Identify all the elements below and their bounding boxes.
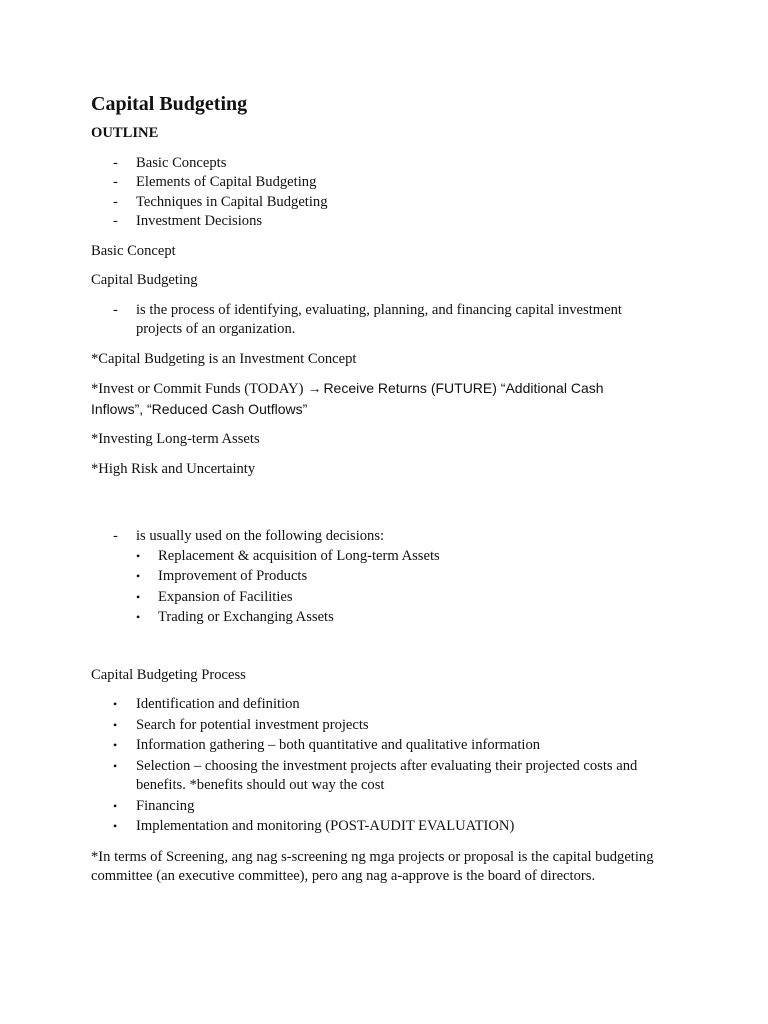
process-item-text: Selection – choosing the investment projects after evaluating their projected costs and — [136, 757, 638, 774]
outline-item-text: Elements of Capital Budgeting — [136, 174, 317, 190]
list-item — [91, 716, 681, 736]
decision-item-text: Trading or Exchanging Assets — [158, 609, 334, 625]
page-title: Capital Budgeting — [91, 93, 248, 115]
definition-list — [91, 301, 681, 340]
bullet-mark: • — [136, 610, 141, 624]
note-invest-commit-funds — [91, 379, 681, 420]
right-arrow-icon: → — [307, 380, 322, 396]
list-item — [91, 695, 681, 715]
note-long-term-assets: *Investing Long-term Assets — [91, 431, 260, 447]
process-item-text: Financing — [136, 797, 195, 814]
list-item — [91, 527, 681, 547]
definition-line-1: is the process of identifying, evaluating, planning, and financing capital investment — [136, 301, 622, 318]
list-item — [91, 588, 681, 608]
bullet-mark: • — [136, 569, 141, 583]
decision-item-text: Improvement of Products — [158, 568, 308, 584]
list-item — [91, 608, 681, 628]
list-item — [91, 757, 681, 796]
list-item — [91, 736, 681, 756]
dash-mark: - — [113, 301, 118, 318]
dash-mark: - — [113, 154, 118, 171]
dash-mark: - — [113, 174, 118, 190]
note-investment-concept: *Capital Budgeting is an Investment Concept — [91, 350, 357, 367]
note-high-risk: *High Risk and Uncertainty — [91, 460, 256, 477]
outline-item-text: Techniques in Capital Budgeting — [136, 193, 328, 210]
bullet-mark: • — [136, 548, 141, 563]
decision-item-text: Replacement & acquisition of Long-term Assets — [158, 547, 440, 564]
process-item-text: Search for potential investment projects — [136, 716, 369, 733]
list-item — [91, 173, 681, 193]
dash-mark: - — [113, 213, 118, 229]
note-invest-right-line-2: Inflows”, “Reduced Cash Outflows” — [91, 400, 308, 417]
outline-heading: OUTLINE — [91, 125, 159, 141]
list-item — [91, 193, 681, 213]
process-item-text: Information gathering – both quantitative and qualitative information — [136, 737, 541, 753]
process-item-text: Implementation and monitoring (POST-AUDIT EVALUATION) — [136, 818, 515, 834]
process-item-text-continued: benefits. *benefits should out way the cost — [136, 777, 385, 793]
note-invest-right-line-1: Receive Returns (FUTURE) “Additional Cash — [323, 380, 604, 396]
decisions-list — [91, 547, 681, 628]
list-item — [91, 547, 681, 567]
bullet-mark: • — [113, 758, 118, 773]
bullet-mark: • — [113, 738, 118, 752]
note-invest-left: *Invest or Commit Funds (TODAY) — [91, 381, 304, 397]
closing-line-2: committee (an executive committee), pero ang nag a-approve is the board of directors. — [91, 868, 596, 884]
decision-item-text: Expansion of Facilities — [158, 588, 293, 605]
list-item — [91, 154, 681, 174]
decisions-lead-list — [91, 527, 681, 547]
closing-line-1: *In terms of Screening, ang nag s-screening ng mga projects or proposal is the capital budgeting — [91, 848, 654, 865]
decisions-lead-text: is usually used on the following decisions: — [136, 528, 385, 544]
outline-list — [91, 154, 681, 232]
list-item — [91, 301, 681, 340]
bullet-mark: • — [113, 819, 118, 833]
bullet-mark: • — [136, 589, 141, 604]
process-item-text: Identification and definition — [136, 696, 300, 712]
process-list — [91, 695, 681, 837]
list-item — [91, 212, 681, 232]
section-heading-basic-concept: Basic Concept — [91, 242, 176, 259]
bullet-mark: • — [113, 798, 118, 813]
section-heading-process: Capital Budgeting Process — [91, 666, 246, 683]
dash-mark: - — [113, 193, 118, 210]
list-item — [91, 797, 681, 817]
section-subheading-capital-budgeting: Capital Budgeting — [91, 272, 198, 288]
closing-note — [91, 848, 681, 887]
document-page — [91, 90, 681, 897]
list-item — [91, 817, 681, 837]
outline-item-text: Investment Decisions — [136, 213, 263, 229]
bullet-mark: • — [113, 717, 118, 732]
definition-line-2: projects of an organization. — [136, 321, 296, 337]
dash-mark: - — [113, 528, 118, 544]
list-item — [91, 567, 681, 587]
bullet-mark: • — [113, 697, 118, 711]
outline-item-text: Basic Concepts — [136, 154, 227, 171]
